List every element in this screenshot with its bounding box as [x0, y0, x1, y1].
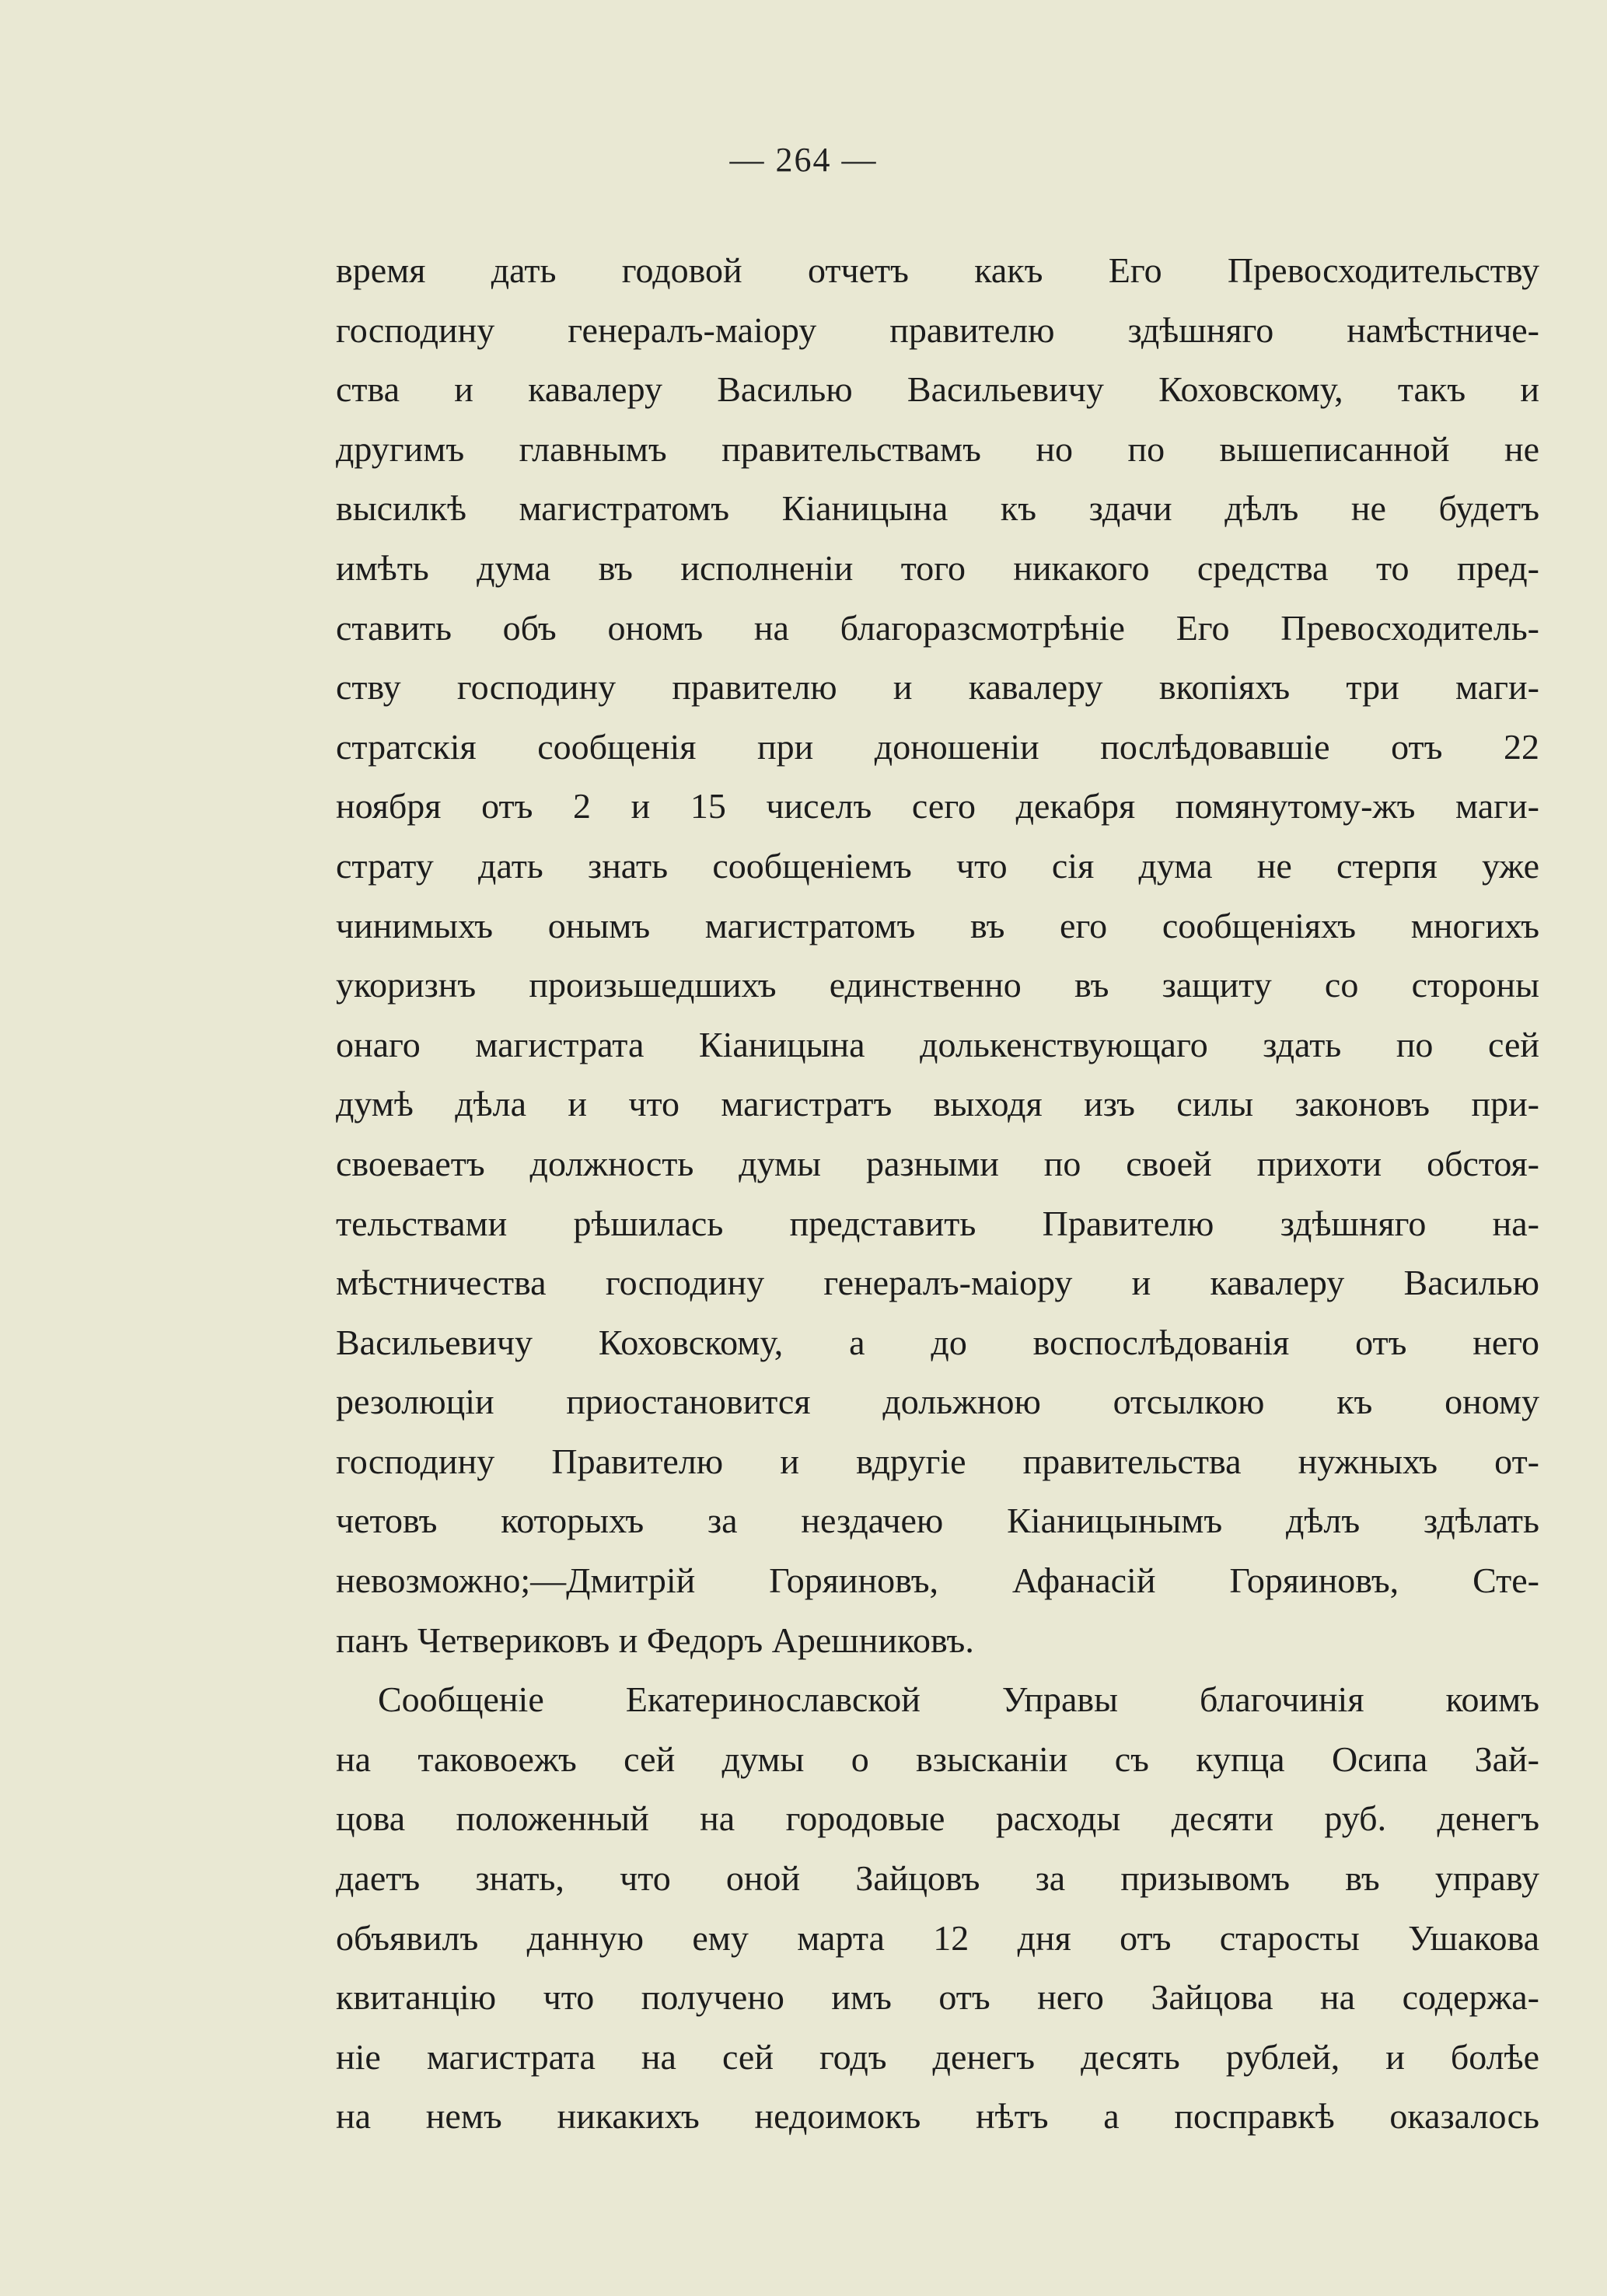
text-line: чинимыхъ онымъ магистратомъ въ его сообщеніяхъ многихъ	[336, 905, 1539, 945]
text-line: укоризнъ произьшедшихъ единственно въ защиту со стороны	[336, 965, 1539, 1005]
text-line: господину генералъ-маіору правителю здѣшняго намѣстниче-	[336, 309, 1539, 350]
text-line: онаго магистрата Кіаницына долькенствующаго здать по сей	[336, 1024, 1539, 1064]
text-line: высилкѣ магистратомъ Кіаницына къ здачи дѣлъ не будетъ	[336, 488, 1539, 529]
text-line: Сообщеніе Екатеринославской Управы благочинія коимъ	[378, 1679, 1539, 1720]
text-line: своеваетъ должность думы разными по своей прихоти обстоя-	[336, 1143, 1539, 1183]
text-line: ства и кавалеру Василью Васильевичу Коховскому, такъ и	[336, 369, 1539, 410]
text-line: ставить объ ономъ на благоразсмотрѣніе Его Превосходитель-	[336, 607, 1539, 648]
text-line: цова положенный на городовые расходы десяти руб. денегъ	[336, 1798, 1539, 1839]
text-line: стратскія сообщенія при доношеніи послѣдовавшіе отъ 22	[336, 726, 1539, 767]
text-line: панъ Четвериковъ и Федоръ Арешниковъ.	[336, 1620, 974, 1660]
text-line: господину Правителю и вдругіе правительства нужныхъ от-	[336, 1441, 1539, 1481]
text-body	[336, 241, 1539, 2147]
text-line: на таковоежъ сей думы о взысканіи съ купца Осипа Зай-	[336, 1739, 1539, 1779]
text-line: мѣстничества господину генералъ-маіору и кавалеру Василью	[336, 1263, 1539, 1303]
text-line: ству господину правителю и кавалеру вкопіяхъ три маги-	[336, 667, 1539, 708]
page-number: — 264 —	[729, 141, 878, 179]
text-line: другимъ главнымъ правительствамъ но по вышеписанной не	[336, 428, 1539, 469]
text-line: Васильевичу Коховскому, а до воспослѣдованія отъ него	[336, 1322, 1539, 1362]
text-line: имѣть дума въ исполненіи того никакого средства то пред-	[336, 547, 1539, 588]
text-line: резолюціи приостановится дольжною отсылкою къ оному	[336, 1382, 1539, 1422]
text-line: время дать годовой отчетъ какъ Его Превосходительству	[336, 250, 1539, 290]
text-line: думѣ дѣла и что магистратъ выходя изъ силы законовъ при-	[336, 1084, 1539, 1124]
text-line: на немъ никакихъ недоимокъ нѣтъ а посправкѣ оказалось	[336, 2096, 1539, 2137]
text-line: объявилъ данную ему марта 12 дня отъ старосты Ушакова	[336, 1917, 1539, 1958]
paragraph	[336, 241, 1539, 1670]
text-line: квитанцію что получено имъ отъ него Зайцова на содержа-	[336, 1977, 1539, 2018]
text-line: тельствами рѣшилась представить Правителю здѣшняго на-	[336, 1203, 1539, 1243]
text-line: невозможно;—Дмитрій Горяиновъ, Афанасій Горяиновъ, Сте-	[336, 1560, 1539, 1601]
text-line: даетъ знать, что оной Зайцовъ за призывомъ въ управу	[336, 1858, 1539, 1899]
text-line: страту дать знать сообщеніемъ что сія дума не стерпя уже	[336, 845, 1539, 886]
text-line: четовъ которыхъ за нездачею Кіаницынымъ дѣлъ здѣлать	[336, 1501, 1539, 1541]
paragraph	[336, 1670, 1539, 2147]
text-line: ноября отъ 2 и 15 чиселъ сего декабря помянутому-жъ маги-	[336, 786, 1539, 826]
text-line: ніе магистрата на сей годъ денегъ десять рублей, и болѣе	[336, 2036, 1539, 2077]
